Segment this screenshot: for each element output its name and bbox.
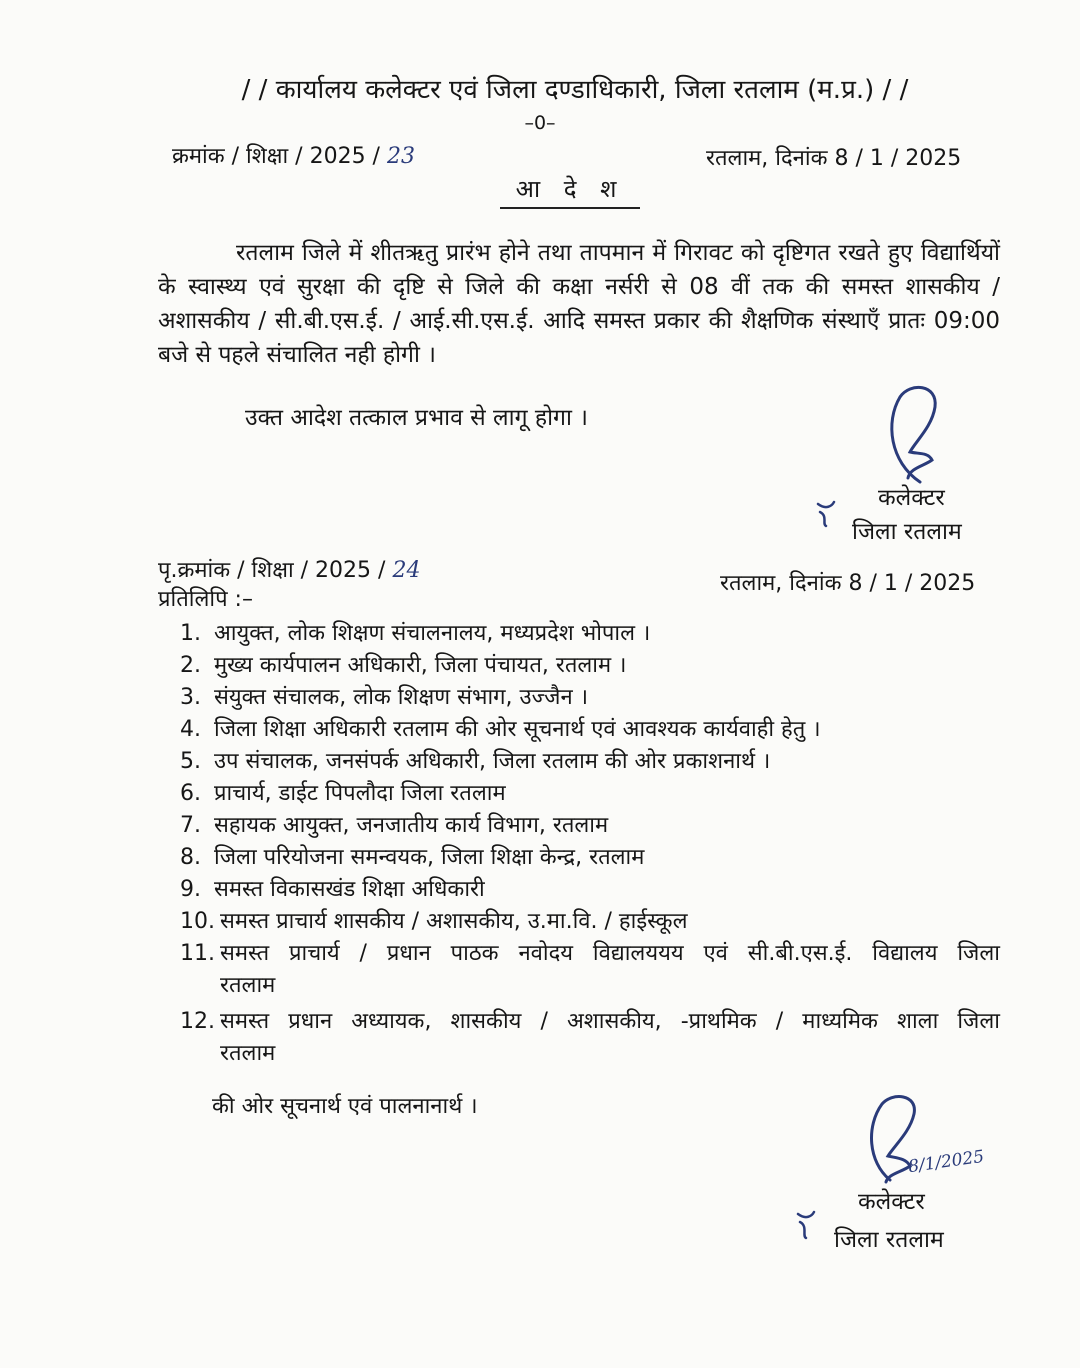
copy-place-date: रतलाम, दिनांक 8 / 1 / 2025 <box>720 571 976 596</box>
list-item: 10. समस्त प्राचार्य शासकीय / अशासकीय, उ.मा.वि. / हाईस्कूल <box>180 909 688 934</box>
order-place-date: रतलाम, दिनांक 8 / 1 / 2025 <box>706 146 962 171</box>
handwritten-date: 8/1/2025 <box>906 1146 986 1178</box>
list-item: 6. प्राचार्य, डाईट पिपलौदा जिला रतलाम <box>180 781 506 806</box>
order-reference-number: 23 <box>386 144 415 169</box>
list-item: 4. जिला शिक्षा अधिकारी रतलाम की ओर सूचनार्थ एवं आवश्यक कार्यवाही हेतु । <box>180 717 821 742</box>
list-item: 3. संयुक्त संचालक, लोक शिक्षण संभाग, उज्जैन । <box>180 685 589 710</box>
pen-mark-icon-2 <box>794 1210 818 1240</box>
list-item: 11. समस्त प्राचार्य / प्रधान पाठक नवोदय विद्यालययय एवं सी.बी.एस.ई. विद्यालय जिला <box>180 941 1000 966</box>
list-item: 2. मुख्य कार्यपालन अधिकारी, जिला पंचायत, रतलाम । <box>180 653 627 678</box>
recipient-list <box>180 618 1000 1070</box>
list-item: 9. समस्त विकासखंड शिक्षा अधिकारी <box>180 877 485 902</box>
order-reference-prefix: क्रमांक / शिक्षा / 2025 / <box>172 144 380 169</box>
copy-reference-prefix: पृ.क्रमांक / शिक्षा / 2025 / <box>158 558 386 583</box>
collector-signature-1 <box>880 382 960 492</box>
list-item: 12. समस्त प्रधान अध्यायक, शासकीय / अशासकीय, -प्राथमिक / माध्यमिक शाला जिला <box>180 1009 1000 1034</box>
copy-reference <box>158 554 420 584</box>
list-item: 5. उप संचालक, जनसंपर्क अधिकारी, जिला रतलाम की ओर प्रकाशनार्थ । <box>180 749 771 774</box>
order-reference <box>172 140 415 170</box>
list-item: 7. सहायक आयुक्त, जनजातीय कार्य विभाग, रतलाम <box>180 813 609 838</box>
copy-reference-number: 24 <box>392 558 421 583</box>
pen-mark-icon-1 <box>814 500 838 528</box>
order-paragraph: रतलाम जिले में शीतऋतु प्रारंभ होने तथा तापमान में गिरावट को दृष्टिगत रखते हुए विद्यार्थियों के स्वास्थ्य एवं सुरक्षा की दृष्टि से जिले की कक्षा नर्सरी से 08 वीं तक की समस्त शासकीय / अशासकीय / सी.बी.एस.ई. / आई.सी.एस.ई. आदि समस्त प्रकार की शैक्षणिक संस्थाएँ प्रातः 09:00 बजे से पहले संचालित नही होगी । <box>158 240 1000 368</box>
order-title: आ दे श <box>500 172 640 209</box>
list-item: रतलाम <box>220 973 276 998</box>
order-effect-line: उक्त आदेश तत्काल प्रभाव से लागू होगा । <box>245 405 588 431</box>
signatory-title-1: कलेक्टर <box>878 485 945 511</box>
header-separator: –0– <box>524 112 556 134</box>
list-item: 8. जिला परियोजना समन्वयक, जिला शिक्षा केन्द्र, रतलाम <box>180 845 645 870</box>
list-item: 1. आयुक्त, लोक शिक्षण संचालनालय, मध्यप्रदेश भोपाल । <box>180 621 651 646</box>
list-item: रतलाम <box>220 1041 276 1066</box>
signatory-district-1: जिला रतलाम <box>852 519 962 545</box>
office-header: / / कार्यालय कलेक्टर एवं जिला दण्डाधिकारी, जिला रतलाम (म.प्र.) / / <box>241 75 909 105</box>
collector-signature-2 <box>860 1090 950 1190</box>
signatory-district-2: जिला रतलाम <box>834 1227 944 1253</box>
copy-heading: प्रतिलिपि :– <box>158 587 253 612</box>
closing-line: की ओर सूचनार्थ एवं पालनानार्थ । <box>212 1094 478 1119</box>
signatory-title-2: कलेक्टर <box>858 1189 925 1215</box>
